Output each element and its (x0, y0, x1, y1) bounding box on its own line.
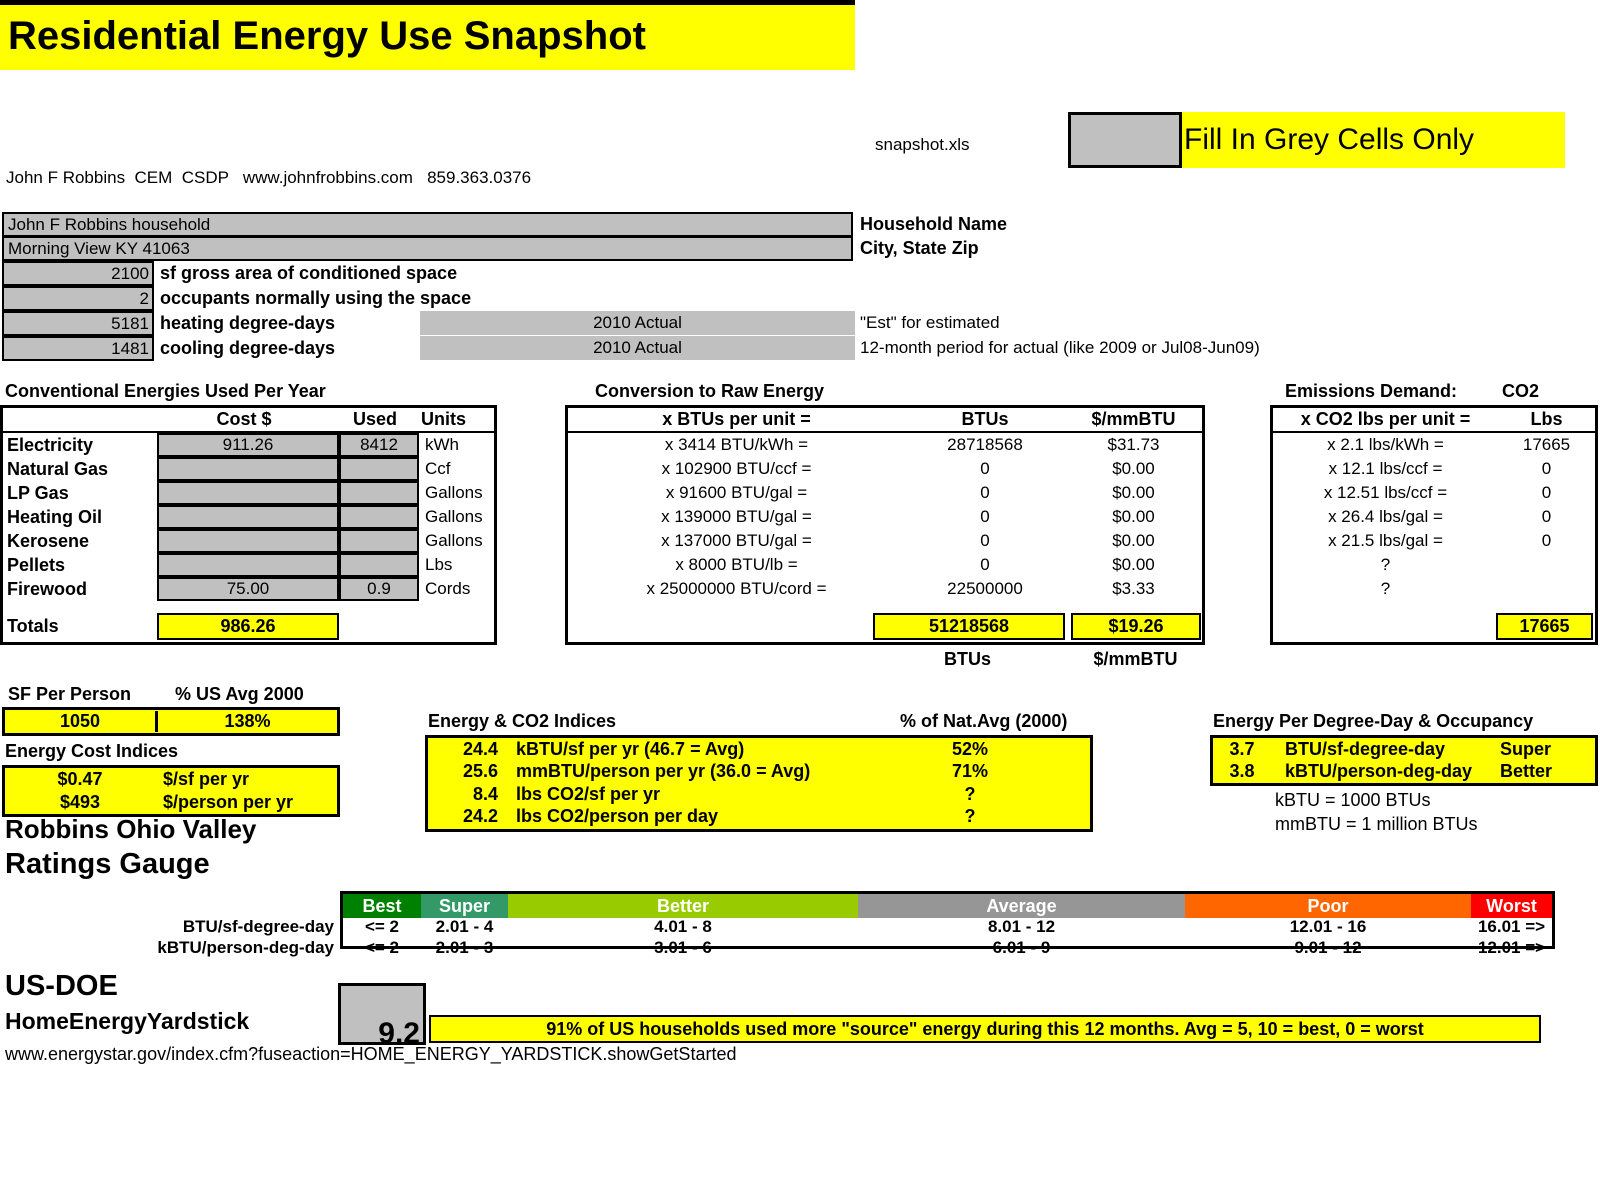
energies-table (0, 405, 497, 645)
estimate-note: "Est" for estimated (860, 313, 1000, 332)
col-header-btus: BTUs (961, 409, 1009, 429)
co2-lbs-value: 0 (1541, 507, 1552, 526)
conversion-row (568, 457, 1202, 481)
used-input-cell[interactable] (339, 481, 419, 505)
per-dd-label: BTU/sf-degree-day (1285, 738, 1446, 759)
gauge-range: 9.01 - 12 (1294, 938, 1362, 957)
btus-value: 22500000 (947, 579, 1023, 598)
cost-index-label: $/sf per yr (163, 769, 250, 789)
cost-mmbtu-value: $0.00 (1112, 531, 1155, 550)
gauge-header-poor: Poor (1185, 894, 1471, 918)
heating-degree-days-input[interactable]: 5181 (2, 311, 154, 336)
cost-input-cell[interactable] (157, 505, 339, 529)
cost-index-value: $493 (59, 792, 101, 812)
byline: John F Robbins CEM CSDP www.johnfrobbins.com 859.363.0376 (6, 168, 532, 187)
fuel-label: Pellets (7, 554, 66, 575)
gauge-range: <= 2 (364, 938, 400, 957)
per-degree-day-title: Energy Per Degree-Day & Occupancy (1213, 711, 1534, 731)
cost-index-value: $0.47 (57, 769, 103, 789)
units-label: Ccf (425, 459, 451, 478)
cost-input-cell[interactable]: 911.26 (157, 433, 339, 457)
per-dd-label: kBTU/person-deg-day (1285, 760, 1473, 781)
heating-degree-days-label: heating degree-days (160, 313, 336, 333)
cost-index-label: $/person per yr (163, 792, 294, 812)
energies-row (3, 433, 494, 457)
cooling-degree-days-label: cooling degree-days (160, 338, 336, 358)
used-input-cell[interactable]: 8412 (339, 433, 419, 457)
gauge-header-worst: Worst (1471, 894, 1552, 918)
index-pct: 52% (951, 738, 989, 759)
period-note: 12-month period for actual (like 2009 or Jul08-Jun09) (860, 338, 1260, 357)
cost-index-row (5, 791, 337, 814)
usdoe-heading: US-DOE (5, 970, 118, 1002)
cost-indices-box (2, 765, 340, 817)
footer-btus-label: BTUs (943, 649, 991, 669)
units-label: Lbs (425, 555, 453, 574)
sf-per-person-header: SF Per Person (8, 684, 132, 704)
cost-input-cell[interactable] (157, 529, 339, 553)
co2-factor: x 21.5 lbs/gal = (1328, 531, 1443, 550)
gauge-header-better: Better (508, 894, 858, 918)
fuel-label: Natural Gas (7, 458, 109, 479)
heating-period-input[interactable]: 2010 Actual (420, 311, 855, 335)
sf-per-person-box (2, 707, 340, 736)
conversion-table-title: Conversion to Raw Energy (595, 381, 825, 401)
btus-value: 0 (980, 459, 990, 478)
energies-row (3, 529, 494, 553)
btus-value: 0 (980, 483, 990, 502)
index-label: mmBTU/person per yr (36.0 = Avg) (516, 761, 811, 782)
mmbtu-note: mmBTU = 1 million BTUs (1275, 814, 1478, 834)
pct-us-avg-value: 138% (155, 711, 337, 732)
index-pct: 71% (951, 761, 989, 782)
cooling-degree-days-input[interactable]: 1481 (2, 336, 154, 361)
emissions-row (1273, 577, 1595, 601)
fuel-label: Firewood (7, 578, 87, 599)
footer-cost-label: $/mmBTU (1093, 649, 1178, 669)
energies-row (3, 457, 494, 481)
totals-label: Totals (7, 616, 59, 636)
emissions-row (1273, 457, 1595, 481)
household-name-label: Household Name (860, 214, 1008, 234)
used-input-cell[interactable] (339, 505, 419, 529)
title-bar (0, 0, 855, 70)
city-state-zip-input[interactable]: Morning View KY 41063 (2, 236, 853, 261)
used-input-cell[interactable] (339, 529, 419, 553)
total-co2-cell: 17665 (1496, 613, 1593, 640)
btus-value: 28718568 (947, 435, 1023, 454)
total-btus-cell: 51218568 (873, 613, 1065, 640)
cost-mmbtu-value: $0.00 (1112, 507, 1155, 526)
fill-instruction: Fill In Grey Cells Only (1182, 112, 1565, 168)
co2-lbs-value: 17665 (1522, 435, 1571, 454)
cost-input-cell[interactable] (157, 553, 339, 577)
index-label: kBTU/sf per yr (46.7 = Avg) (516, 738, 745, 759)
col-header-btus-per-unit: x BTUs per unit = (662, 409, 811, 429)
gauge-range: <= 2 (364, 917, 400, 936)
index-value: 8.4 (472, 783, 498, 804)
btu-factor: x 139000 BTU/gal = (661, 507, 812, 526)
index-pct: ? (964, 783, 976, 804)
occupants-label: occupants normally using the space (160, 288, 472, 308)
units-label: Cords (425, 579, 471, 598)
emissions-co2-label: CO2 (1502, 381, 1540, 401)
btu-factor: x 137000 BTU/gal = (661, 531, 812, 550)
index-row (428, 783, 1090, 806)
used-input-cell[interactable]: 0.9 (339, 577, 419, 601)
gauge-range: 2.01 - 4 (435, 917, 494, 936)
emissions-row (1273, 505, 1595, 529)
gauge-range: 3.01 - 6 (654, 938, 712, 957)
emissions-table (1270, 405, 1598, 645)
col-header-cost-mmbtu: $/mmBTU (1091, 409, 1176, 429)
occupants-input[interactable]: 2 (2, 286, 154, 311)
gauge-header-best: Best (343, 894, 421, 918)
ratings-gauge-table (340, 891, 1555, 957)
kbtu-note: kBTU = 1000 BTUs (1275, 790, 1431, 810)
co2-factor: ? (1380, 555, 1391, 574)
indices-pct-title: % of Nat.Avg (2000) (900, 711, 1068, 731)
index-label: lbs CO2/sf per yr (516, 783, 661, 804)
energies-row (3, 505, 494, 529)
co2-factor: x 12.1 lbs/ccf = (1328, 459, 1443, 478)
cost-input-cell[interactable] (157, 457, 339, 481)
co2-lbs-value: 0 (1541, 459, 1552, 478)
indices-title: Energy & CO2 Indices (428, 711, 617, 731)
cost-mmbtu-value: $0.00 (1112, 483, 1155, 502)
btu-factor: x 102900 BTU/ccf = (661, 459, 812, 478)
col-header-lbs: Lbs (1530, 409, 1563, 429)
gauge-header-average: Average (858, 894, 1185, 918)
per-dd-row (1213, 738, 1595, 760)
gauge-range: 8.01 - 12 (987, 917, 1056, 936)
yardstick-score-input[interactable]: 9.2 (338, 983, 426, 1045)
conversion-row (568, 577, 1202, 601)
per-dd-row (1213, 760, 1595, 782)
energies-table-title: Conventional Energies Used Per Year (5, 381, 326, 401)
co2-lbs-value: 0 (1541, 483, 1552, 502)
energies-row (3, 481, 494, 505)
gauge-row-label-2: kBTU/person-deg-day (157, 938, 334, 957)
yardstick-heading: HomeEnergyYardstick (5, 1008, 250, 1034)
cooling-period-input[interactable]: 2010 Actual (420, 336, 855, 360)
energystar-url[interactable]: www.energystar.gov/index.cfm?fuseaction=HOME_ENERGY_YARDSTICK.showGetStarted (5, 1044, 737, 1064)
cost-input-cell[interactable] (157, 481, 339, 505)
per-dd-value: 3.7 (1229, 738, 1255, 759)
gauge-range: 4.01 - 8 (654, 917, 712, 936)
used-input-cell[interactable] (339, 553, 419, 577)
cost-indices-title: Energy Cost Indices (5, 741, 179, 761)
page-title: Residential Energy Use Snapshot (8, 14, 646, 58)
gauge-range: 12.01 - 16 (1289, 917, 1367, 936)
co2-factor: x 2.1 lbs/kWh = (1327, 435, 1444, 454)
conversion-row (568, 529, 1202, 553)
emissions-table-title: Emissions Demand: (1285, 381, 1458, 401)
gross-area-label: sf gross area of conditioned space (160, 263, 458, 283)
co2-lbs-value: 0 (1541, 531, 1552, 550)
conversion-row (568, 433, 1202, 457)
index-row (428, 806, 1090, 829)
units-label: Gallons (425, 531, 483, 550)
btu-factor: x 8000 BTU/lb = (675, 555, 798, 574)
index-pct: ? (964, 806, 976, 827)
index-value: 24.2 (462, 806, 498, 827)
co2-factor: x 12.51 lbs/ccf = (1323, 483, 1448, 502)
gauge-range: 2.01 - 3 (435, 938, 494, 957)
indices-box (425, 735, 1093, 832)
used-input-cell[interactable] (339, 457, 419, 481)
per-dd-rating: Better (1500, 760, 1553, 781)
conversion-row (568, 553, 1202, 577)
gauge-range: 6.01 - 9 (992, 938, 1051, 957)
cost-mmbtu-value: $0.00 (1112, 459, 1155, 478)
btu-factor: x 25000000 BTU/cord = (646, 579, 827, 598)
btus-value: 0 (980, 507, 990, 526)
per-degree-day-box (1210, 735, 1598, 786)
total-cost-mmbtu-cell: $19.26 (1071, 613, 1201, 640)
grey-sample-cell[interactable] (1068, 112, 1182, 168)
cost-mmbtu-value: $3.33 (1112, 579, 1155, 598)
gauge-heading-2: Ratings Gauge (5, 848, 210, 880)
col-header-units: Units (421, 409, 466, 429)
gauge-row-label-1: BTU/sf-degree-day (182, 917, 334, 936)
cost-mmbtu-value: $31.73 (1107, 435, 1160, 454)
sf-per-person-value: 1050 (59, 711, 101, 731)
btus-value: 0 (980, 531, 990, 550)
index-row (428, 738, 1090, 761)
gross-area-input[interactable]: 2100 (2, 261, 154, 286)
index-row (428, 761, 1090, 784)
index-label: lbs CO2/person per day (516, 806, 719, 827)
units-label: Gallons (425, 507, 483, 526)
conversion-row (568, 481, 1202, 505)
fuel-label: Kerosene (7, 530, 90, 551)
index-value: 24.4 (462, 738, 498, 759)
emissions-row (1273, 529, 1595, 553)
fuel-label: Heating Oil (7, 506, 103, 527)
btu-factor: x 3414 BTU/kWh = (664, 435, 809, 454)
household-name-input[interactable]: John F Robbins household (2, 212, 853, 237)
col-header-cost: Cost $ (216, 409, 272, 429)
filename-label: snapshot.xls (875, 135, 970, 154)
emissions-row (1273, 433, 1595, 457)
emissions-row (1273, 553, 1595, 577)
gauge-header-super: Super (421, 894, 508, 918)
co2-factor: ? (1380, 579, 1391, 598)
index-value: 25.6 (462, 761, 498, 782)
gauge-range: 12.01 => (1477, 938, 1546, 957)
energies-row (3, 553, 494, 577)
btus-value: 0 (980, 555, 990, 574)
total-cost-cell: 986.26 (157, 613, 339, 640)
fuel-label: Electricity (7, 434, 94, 455)
gauge-range: 16.01 => (1477, 917, 1546, 936)
yardstick-note: 91% of US households used more "source" energy during this 12 months. Avg = 5, 10 = best, 0 = worst (429, 1015, 1541, 1043)
gauge-heading-1: Robbins Ohio Valley (5, 814, 257, 844)
col-header-used: Used (352, 409, 397, 429)
units-label: kWh (425, 435, 459, 454)
units-label: Gallons (425, 483, 483, 502)
pct-us-avg-header: % US Avg 2000 (175, 684, 304, 704)
emissions-row (1273, 481, 1595, 505)
cost-index-row (5, 768, 337, 791)
per-dd-rating: Super (1500, 738, 1552, 759)
city-state-zip-label: City, State Zip (860, 238, 979, 258)
per-dd-value: 3.8 (1229, 760, 1255, 781)
col-header-co2-per-unit: x CO2 lbs per unit = (1300, 409, 1471, 429)
cost-input-cell[interactable]: 75.00 (157, 577, 339, 601)
conversion-row (568, 505, 1202, 529)
btu-factor: x 91600 BTU/gal = (665, 483, 808, 502)
co2-factor: x 26.4 lbs/gal = (1328, 507, 1443, 526)
conversion-table (565, 405, 1205, 645)
cost-mmbtu-value: $0.00 (1112, 555, 1155, 574)
fuel-label: LP Gas (7, 482, 69, 503)
energies-row (3, 577, 494, 601)
